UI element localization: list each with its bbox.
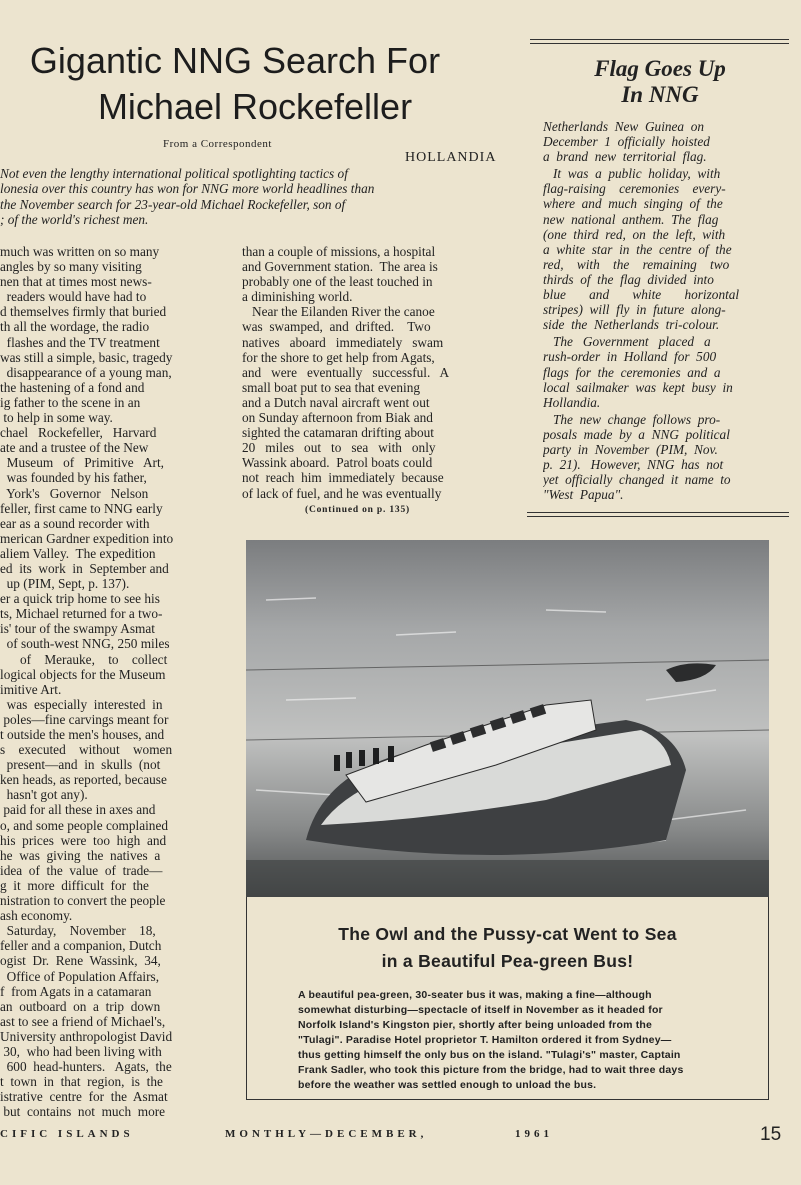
sidebar-title [540,56,780,108]
text-line: idea of the value of trade— [0,862,163,878]
text-line: thus getting himself the only bus on the island. "Tulagi's" master, Captain [298,1049,681,1061]
text-line: side the Netherlands tri-colour. [543,317,720,333]
text-line: th all the wordage, the radio [0,319,150,335]
text-line: chael Rockefeller, Harvard [0,425,157,441]
text-line: d themselves firmly that buried [0,304,167,320]
text-line: an outboard on a trip down [0,998,161,1014]
article-intro [0,166,505,227]
text-line: feller, first came to NNG early [0,500,163,516]
text-line: thirds of the flag divided into [543,271,714,287]
text-line: t outside the men's houses, and [0,727,165,742]
text-line: (one third red, on the left, with [543,226,726,242]
text-line: 30, who had been living with [0,1043,162,1059]
text-line: a white star in the centre of the [543,241,732,257]
text-line: er a quick trip home to see his [0,591,160,607]
text-line: much was written on so many [0,244,160,259]
text-line: Near the Eilanden River the canoe [242,304,435,320]
text-line: University anthropologist David [0,1028,173,1044]
text-line: ate and a trustee of the New [0,440,149,456]
text-line: flashes and the TV treatment [0,334,160,350]
text-line: ken heads, as reported, because [0,772,167,788]
intro-line: lonesia over this country has won for NNG more world headlines than [0,181,375,197]
footer-issue: MONTHLY—DECEMBER, [225,1128,428,1140]
article-column-1 [0,244,222,1119]
text-line: logical objects for the Museum [0,666,166,682]
text-line: f from Agats in a catamaran [0,983,152,999]
text-line: Office of Population Affairs, [0,968,160,984]
text-line: somewhat disturbing—spectacle of itself in November as it headed for [298,1004,663,1016]
caption-title-line-2: in a Beautiful Pea-green Bus! [381,951,634,971]
text-line: "Tulagi". Paradise Hotel proprietor T. Hamilton ordered it from Sydney— [298,1034,672,1046]
text-line: blue and white horizontal [543,287,740,303]
caption-title-line-1: The Owl and the Pussy-cat Went to Sea [338,924,677,944]
text-line: yet officially changed it name to [543,472,731,488]
text-line: nistration to convert the people [0,893,166,909]
text-line: 20 miles out to sea with only [242,440,436,456]
footer-year: 1961 [515,1128,553,1140]
text-line: ash economy. [0,908,73,924]
text-line: p. 21). However, NNG has not [543,457,724,473]
text-line: o, and some people complained [0,817,169,833]
text-line: It was a public holiday, with [543,166,721,182]
text-line: of Merauke, to collect [0,651,168,667]
sidebar-body [543,119,775,502]
text-line: ts, Michael returned for a two- [0,606,163,622]
text-line: a diminishing world. [242,289,353,305]
text-line: ogist Dr. Rene Wassink, 34, [0,953,161,969]
text-line: red, with the remaining two [543,256,730,272]
headline-line-1: Gigantic NNG Search For [29,40,441,81]
text-line: rush-order in Holland for 500 [543,349,717,365]
text-line: readers would have had to [0,289,147,305]
text-line: posals made by a NNG political [543,426,730,442]
text-line: and were eventually successful. A [242,364,450,380]
text-line: Netherlands New Guinea on [543,119,705,134]
sidebar-title-line-2: In NNG [621,82,699,107]
sidebar-paragraph [543,412,775,503]
text-line: was founded by his father, [0,470,147,486]
text-line: flags for the ceremonies and a [543,364,721,380]
sidebar-paragraph [543,334,775,409]
text-line: local sailmaker was kept busy in [543,379,733,395]
text-line: York's Governor Nelson [0,485,149,501]
text-line: ed its work in September and [0,560,169,576]
text-line: g it more difficult for the [0,877,149,893]
byline: From a Correspondent [163,138,272,150]
text-line: istrative centre for the Asmat [0,1089,168,1105]
text-line: for the shore to get help from Agats, [242,349,435,365]
text-line: disappearance of a young man, [0,364,172,380]
photo-illustration [246,540,769,897]
intro-line: Not even the lengthy international political spotlighting tactics of [0,166,348,181]
caption-title [247,921,768,975]
text-line: not reach him immediately because [242,470,444,486]
text-line: where and much singing of the [543,196,723,212]
text-line: probably one of the least touched in [242,274,433,290]
text-line: The new change follows pro- [543,411,721,427]
photo-caption-box [246,897,769,1100]
footer-publication: CIFIC ISLANDS [0,1128,134,1140]
page-number: 15 [760,1124,782,1145]
text-line: 600 head-hunters. Agats, the [0,1059,172,1075]
article-column-2 [242,244,505,501]
text-line: Frank Sadler, who took this picture from the bridge, had to wait three days [298,1064,684,1076]
text-line: poles—fine carvings meant for [0,711,169,727]
text-line: of lack of fuel, and he was eventually [242,485,442,501]
intro-line: the November search for 23-year-old Michael Rockefeller, son of [0,196,346,212]
text-line: up (PIM, Sept, p. 137). [0,576,130,592]
text-line: he was giving the natives a [0,847,161,863]
text-line: of south-west NNG, 250 miles [0,636,170,652]
text-line: aliem Valley. The expedition [0,545,156,561]
text-line: was especially interested in [0,696,163,712]
text-line: natives aboard immediately swam [242,334,444,350]
text-line: The Government placed a [543,334,711,350]
text-line: party in November (PIM, Nov. [543,441,718,457]
caption-text [298,988,746,1093]
intro-line: ; of the world's richest men. [0,211,149,227]
text-line: was swamped, and drifted. Two [242,319,431,335]
text-line: angles by so many visiting [0,259,142,275]
text-line: present—and in skulls (not [0,757,161,773]
text-line: t town in that region, is the [0,1074,163,1090]
text-line: Norfolk Island's Kingston pier, shortly after being unloaded from the [298,1019,653,1031]
text-line: and a Dutch naval aircraft went out [242,394,430,410]
text-line: is' tour of the swampy Asmat [0,621,155,637]
text-line: but contains not much more [0,1104,166,1120]
text-line: Saturday, November 18, [0,923,156,939]
sidebar-paragraph [543,166,775,332]
text-line: s executed without women [0,742,173,758]
text-line: ig father to the scene in an [0,394,141,410]
text-line: stripes) will fly in future along- [543,302,726,318]
text-line: Hollandia. [543,394,601,410]
text-line: ast to see a friend of Michael's, [0,1013,166,1029]
text-line: A beautiful pea-green, 30-seater bus it was, making a fine—although [298,989,652,1001]
text-line: flag-raising ceremonies every- [543,181,726,197]
text-line: on Sunday afternoon from Biak and [242,410,433,426]
text-line: before the weather was settled enough to unload the bus. [298,1079,597,1091]
text-line: "West Papua". [543,487,624,503]
text-line: new national anthem. The flag [543,211,719,227]
text-line: the hastening of a fond and [0,379,145,395]
sidebar-paragraph [543,119,775,164]
text-line: sighted the catamaran drifting about [242,425,434,441]
text-line: and Government station. The area is [242,259,438,275]
text-line: his prices were too high and [0,832,167,848]
text-line: a brand new territorial flag. [543,149,707,165]
text-line: ear as a sound recorder with [0,515,150,531]
headline-line-2: Michael Rockefeller [97,86,413,127]
text-line: to help in some way. [0,410,113,426]
text-line: nen that at times most news- [0,274,152,290]
bus-on-boat-photo [246,540,769,897]
text-line: imitive Art. [0,681,62,697]
text-line: December 1 officially hoisted [543,134,710,150]
text-line: hasn't got any). [0,787,88,803]
text-line: feller and a companion, Dutch [0,938,162,954]
text-line: than a couple of missions, a hospital [242,244,436,259]
text-line: Wassink aboard. Patrol boats could [242,455,433,471]
text-line: paid for all these in axes and [0,802,156,818]
text-line: was still a simple, basic, tragedy [0,349,173,365]
dateline: HOLLANDIA [405,150,497,165]
continued-note: (Continued on p. 135) [305,505,410,515]
text-line: Museum of Primitive Art, [0,455,164,471]
text-line: small boat put to sea that evening [242,379,420,395]
text-line: merican Gardner expedition into [0,530,174,546]
sidebar-title-line-1: Flag Goes Up [594,56,726,81]
